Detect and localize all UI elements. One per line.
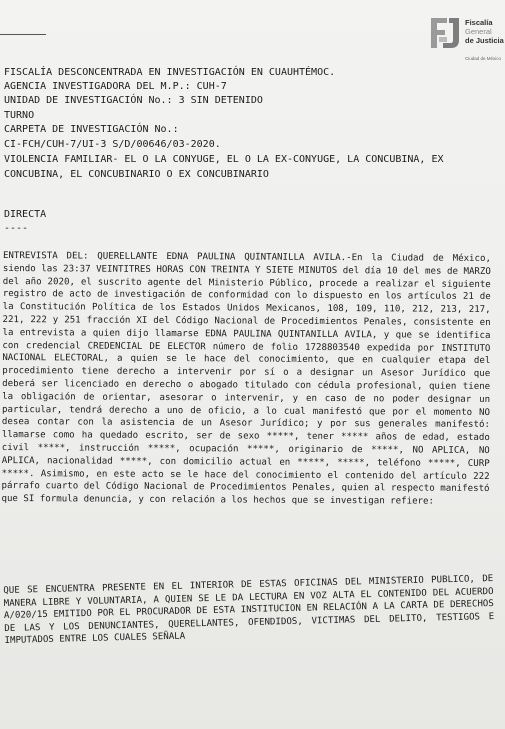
fgj-logo <box>427 12 505 62</box>
logo-line2: General <box>465 27 492 36</box>
logo-text <box>465 18 504 45</box>
unidad-line: UNIDAD DE INVESTIGACIÓN No.: 3 SIN DETENIDO <box>4 95 263 106</box>
top-rule <box>0 34 46 35</box>
separator-dashes: ---- <box>4 223 29 234</box>
logo-line1: Fiscalía <box>465 18 493 27</box>
logo-subtitle: Ciudad de México <box>465 56 502 61</box>
carpeta-label: CARPETA DE INVESTIGACIÓN No.: <box>4 124 179 135</box>
agencia-line: AGENCIA INVESTIGADORA DEL M.P.: CUH-7 <box>4 81 227 92</box>
logo-line3: de Justicia <box>465 36 504 45</box>
turno-line: TURNO <box>4 110 35 121</box>
entrevista-text: ENTREVISTA DEL: QUERELLANTE EDNA PAULINA QUINTANILLA AVILA.-En la Ciudad de México, siendo las 23:37 VEINTITRES HORAS CON TREINTA Y SIETE MINUTOS del día 10 del mes de MARZO del año 2020, el suscrito agente del Ministerio Público, procede a realizar el siguiente registro de acto de investigación de conformidad con lo dispuesto en los artículos 21 de la Constitución Política de los Estados Unidos Mexicanos, 108, 109, 110, 212, 213, 217, 221, 222 y 251 fracción XI del Código Nacional de Procedimientos Penales, consistente en la entrevista a quien dijo llamarse EDNA PAULINA QUINTANILLA AVILA, y que se identifica con credencial CREDENCIAL DE ELECTOR número de folio 1728803540 expedida por INSTITUTO NACIONAL ELECTORAL, a quien se le hace del conocimiento, que en cualquier etapa del procedimiento tiene derecho a intervenir por sí o a designar un Asesor Jurídico que deberá ser licenciado en derecho o abogado titulado con cédula profesional, quien tiene la obligación de orientar, asesorar o intervenir, y en caso de no poder designar un particular, tendrá derecho a uno de oficio, a lo cual manifestó que por el momento NO desea contar con la asistencia de un Asesor Jurídico; y por sus generales manifestó: llamarse como ha quedado escrito, ser de sexo *****, tener ***** años de edad, estado civil *****, instrucción *****, ocupación *****, originario de *****, NO APLICA, NO APLICA, nacionalidad *****, con domicilio actual en *****, *****, teléfono *****, CURP *****. Asimismo, en este acto se le hace del conocimiento el contenido del artículo 222 párrafo cuarto del Código Nacional de Procedimientos Penales, quien al respecto manifestó que SI formula denuncia, y con relación a los hechos que se investigan refiere: <box>1 250 491 507</box>
tipo-directa: DIRECTA <box>4 209 47 220</box>
delito-line-2: CONCUBINA, EL CONCUBINARIO O EX CONCUBINARIO <box>4 169 269 180</box>
delito-line-1: VIOLENCIA FAMILIAR- EL O LA CONYUGE, EL O LA EX-CONYUGE, LA CONCUBINA, EX <box>4 154 444 165</box>
hechos-text: QUE SE ENCUENTRA PRESENTE EN EL INTERIOR DE ESTAS OFICINAS DEL MINISTERIO PUBLICO, DE MANERA LIBRE Y VOLUNTARIA, A QUIEN SE LE DA LECTURA EN VOZ ALTA EL CONTENIDO DEL ACUERDO A/020/15 EMITIDO POR EL PROCURADOR DE ESTA INSTITUCION EN RELACIÓN A LA CARTA DE DERECHOS DE LAS Y LOS DENUNCIANTES, QUERELLANTES, OFENDIDOS, VICTIMAS DEL DELITO, TESTIGOS E IMPUTADOS ENTRE LOS CUALES SEÑALA <box>3 574 495 647</box>
entrevista-paragraph <box>1 250 491 509</box>
hechos-paragraph <box>3 564 495 657</box>
carpeta-number: CI-FCH/CUH-7/UI-3 S/D/00646/03-2020. <box>4 139 221 150</box>
fiscalia-line: FISCALÍA DESCONCENTRADA EN INVESTIGACIÓN EN CUAUHTÉMOC. <box>4 67 336 78</box>
fgj-emblem-icon <box>427 14 463 52</box>
